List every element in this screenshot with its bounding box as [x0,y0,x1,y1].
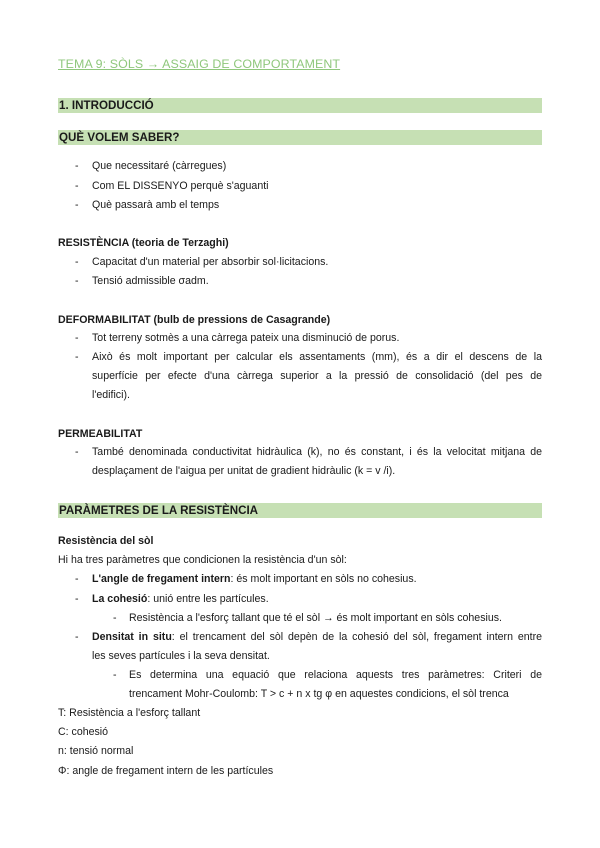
definition-phi: Φ: angle de fregament intern de les partícules [58,765,274,777]
subheading-deformabilitat: DEFORMABILITAT (bulb de pressions de Casagrande) [58,314,331,326]
subheading-resistencia: RESISTÈNCIA (teoria de Terzaghi) [58,237,229,249]
section-heading-parametres: PARÀMETRES DE LA RESISTÈNCIA [58,503,264,518]
subheading-permeabilitat: PERMEABILITAT [58,428,143,440]
definition-n: n: tensió normal [58,745,134,757]
subheading-resistencia-sol: Resistència del sòl [58,535,154,547]
section-heading-band-tail [264,503,542,518]
sub-list-item: - Es determina una equació que relaciona aquests tres paràmetres: Criteri de trencament Mohr-Coulomb: T > c + n x tg φ en aquestes condicions, el sòl trenca [113,669,542,700]
definition-c: C: cohesió [58,726,109,738]
section-heading-que-volem-saber: QUÈ VOLEM SABER? [58,130,542,145]
intro-text: Hi ha tres paràmetres que condicionen la resistència d'un sòl: [58,554,347,566]
list-item: - Densitat in situ: el trencament del sòl depèn de la cohesió del sòl, fregament intern entre les seves partícules i la seva densitat. [75,631,542,662]
list-item: - Això és molt important per calcular els assentaments (mm), és a dir el descens de la superfície per efecte d'una càrrega superior a la pressió de consolidació (del pes de l'edifici). [75,351,542,401]
definition-t: T: Resistència a l'esforç tallant [58,707,201,719]
page-title: TEMA 9: SÒLS → ASSAIG DE COMPORTAMENT [58,57,341,71]
section-heading-introduccio: 1. INTRODUCCIÓ [58,98,542,113]
list-item: - També denominada conductivitat hidràulica (k), no és constant, i és la velocitat mitjana de desplaçament de l'aigua per unitat de gradient hidràulic (k = v /i). [75,446,542,477]
